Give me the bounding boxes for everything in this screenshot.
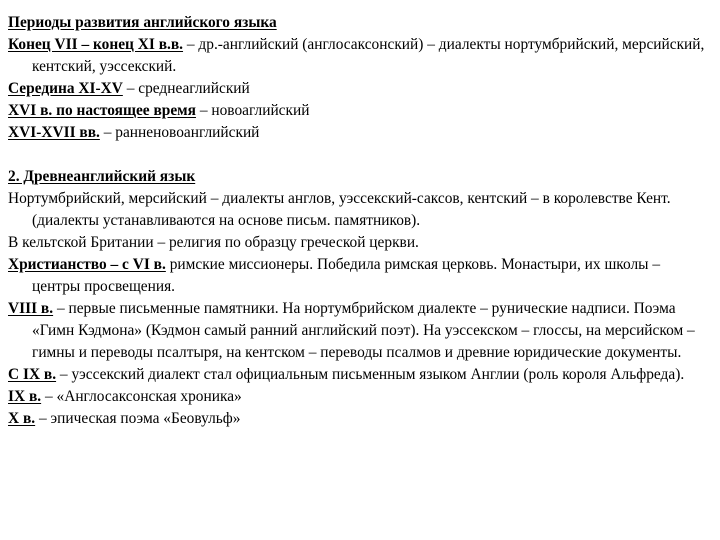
history-text: римские миссионеры. Победила римская церковь. Монастыри, их школы – центры просвещения. <box>32 256 661 295</box>
period-item <box>8 34 708 78</box>
history-item <box>8 298 708 364</box>
history-label: Христианство – с VI в. <box>8 256 166 273</box>
period-text: – ранненовоанглийский <box>99 124 260 141</box>
old-english-intro: В кельтской Британии – религия по образцу греческой церкви. <box>8 234 419 251</box>
history-item <box>8 386 708 408</box>
period-label: Конец VII – конец XI в.в. <box>8 36 184 53</box>
history-label: IX в. <box>8 388 42 405</box>
history-text: – «Англосаксонская хроника» <box>41 388 242 405</box>
history-label: С IX в. <box>8 366 57 383</box>
old-english-title: 2. Древнеанглийский язык <box>8 168 196 185</box>
history-text: – уэссекский диалект стал официальным письменным языком Англии (роль короля Альфреда). <box>56 366 685 383</box>
period-label: XVI-XVII вв. <box>8 124 100 141</box>
history-item <box>8 254 708 298</box>
period-label: Середина XI-XV <box>8 80 123 97</box>
old-english-intro: Нортумбрийский, мерсийский – диалекты англов, уэссекский-саксов, кентский – в королевстве Кент. (диалекты устанавливаются на основе письм. памятников). <box>8 190 671 229</box>
period-text: – др.-английский (англосаксонский) – диалекты нортумбрийский, мерсийский, кентский, уэссекский. <box>32 36 705 75</box>
history-item <box>8 364 708 386</box>
history-label: VIII в. <box>8 300 54 317</box>
period-item <box>8 78 708 100</box>
period-text: – новоаглийский <box>195 102 310 119</box>
history-text: – первые письменные памятники. На нортумбрийском диалекте – рунические надписи. Поэма «Гимн Кэдмона» (Кэдмон самый ранний английский поэт). На уэссекском – глоссы, на мерсийском – гимны и переводы псалтыря, на кентском – переводы псалмов и древние юридические документы. <box>32 300 695 361</box>
history-item <box>8 408 708 430</box>
history-label: X в. <box>8 410 36 427</box>
document-page <box>8 12 708 430</box>
periods-title: Периоды развития английского языка <box>8 14 277 31</box>
section-gap <box>8 144 708 166</box>
history-text: – эпическая поэма «Беовульф» <box>35 410 241 427</box>
period-text: – среднеаглийский <box>122 80 250 97</box>
period-label: XVI в. по настоящее время <box>8 102 196 119</box>
period-item <box>8 122 708 144</box>
period-item <box>8 100 708 122</box>
